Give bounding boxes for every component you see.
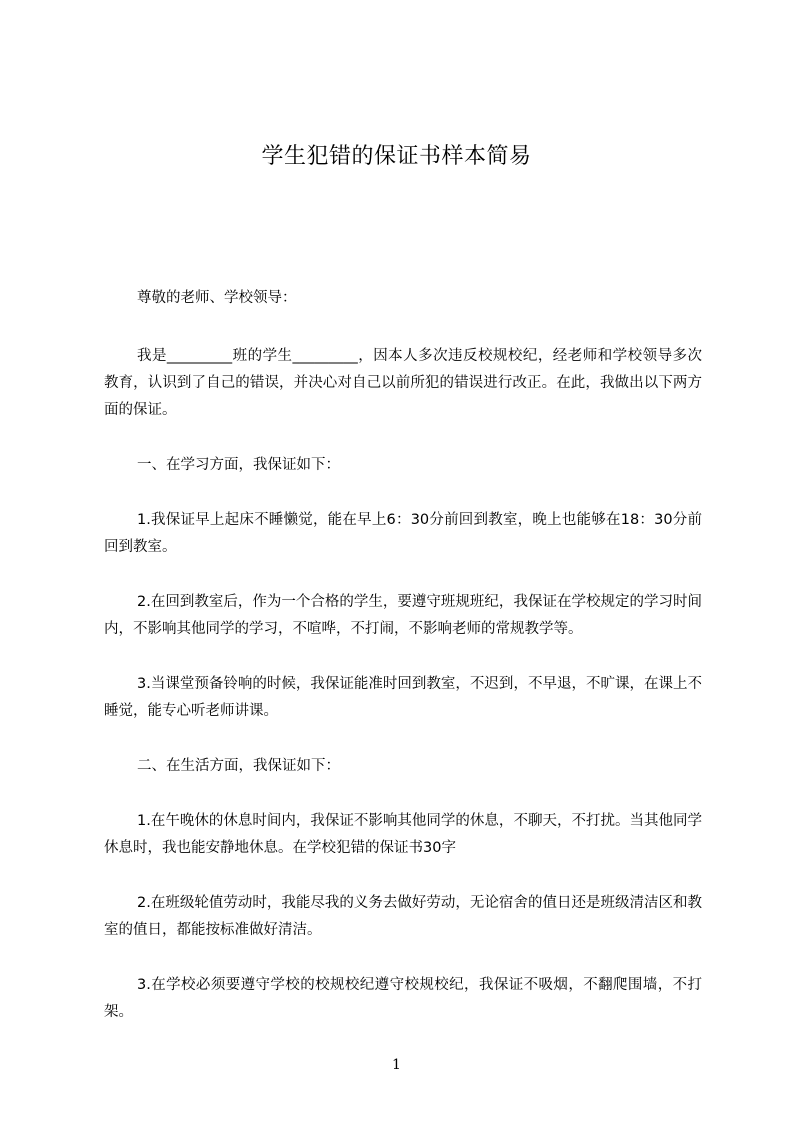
study-item-2: 2.在回到教室后，作为一个合格的学生，要遵守班规班纪，我保证在学校规定的学习时间内，不影响其他同学的学习，不喧哗，不打闹，不影响老师的常规教学等。 [104, 594, 702, 637]
life-item-3: 3.在学校必须要遵守学校的校规校纪遵守校规校纪，我保证不吸烟，不翻爬围墙，不打架。 [104, 977, 702, 1020]
study-item-1: 1.我保证早上起床不睡懒觉，能在早上6：30分前回到教室，晚上也能够在18：30分前回到教室。 [104, 512, 702, 555]
life-item-1: 1.在午晚休的休息时间内，我保证不影响其他同学的休息，不聊天，不打扰。当其他同学休息时，我也能安静地休息。在学校犯错的保证书30字 [104, 813, 702, 856]
study-item-3: 3.当课堂预备铃响的时候，我保证能准时回到教室，不迟到，不早退，不旷课，在课上不睡觉，能专心听老师讲课。 [104, 676, 702, 719]
life-item-2: 2.在班级轮值劳动时，我能尽我的义务去做好劳动，无论宿舍的值日还是班级清洁区和教室的值日，都能按标准做好清洁。 [104, 895, 702, 938]
section-heading-study: 一、在学习方面，我保证如下： [137, 457, 340, 473]
intro-paragraph: 我是_________班的学生_________，因本人多次违反校规校纪，经老师和学校领导多次教育，认识到了自己的错误，并决心对自己以前所犯的错误进行改正。在此，我做出以下两方面的保证。 [104, 348, 702, 418]
page-number: 1 [392, 1057, 401, 1073]
document-body [104, 285, 702, 1054]
section-heading-life: 二、在生活方面，我保证如下： [137, 758, 340, 774]
salutation: 尊敬的老师、学校领导： [137, 290, 297, 306]
document-title: 学生犯错的保证书样本简易 [261, 144, 532, 169]
